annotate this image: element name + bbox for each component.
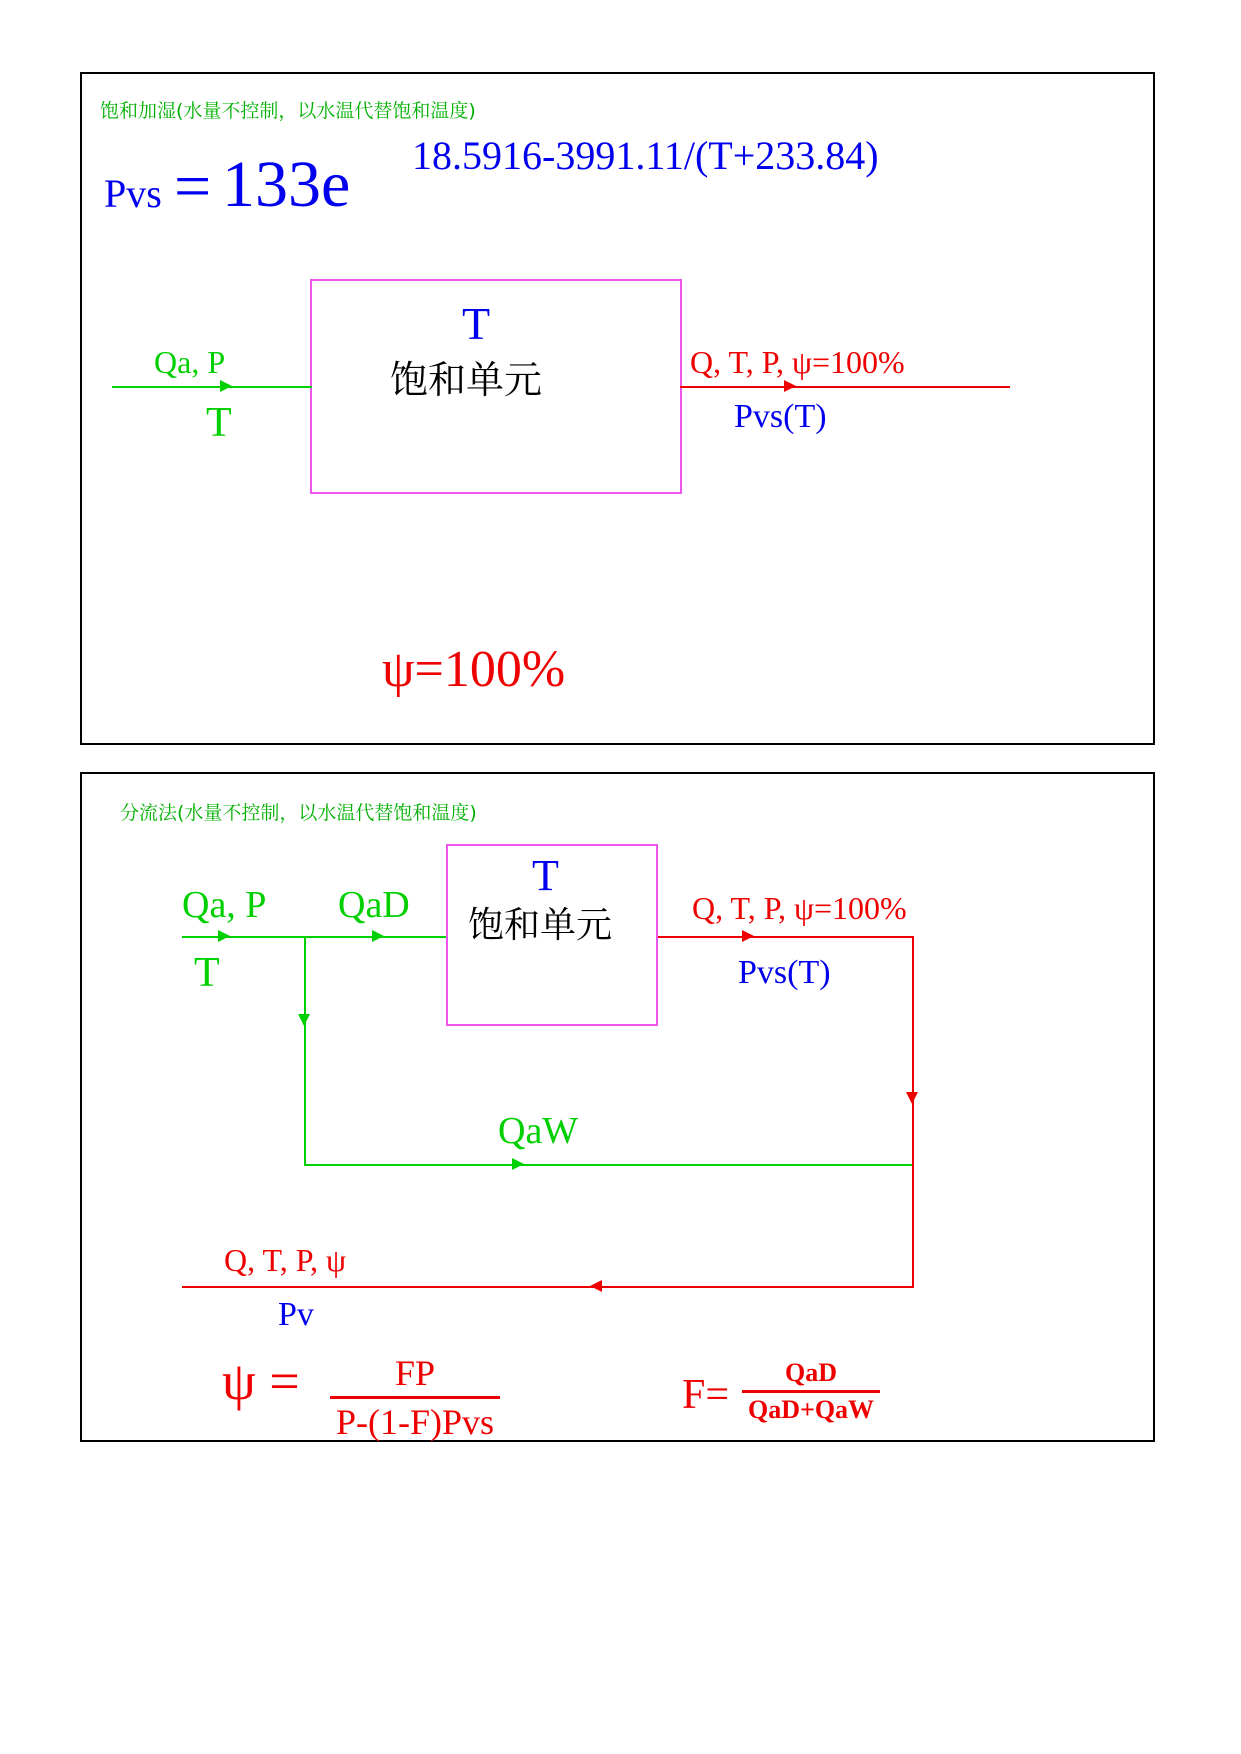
unit-symbol: T [532, 851, 559, 900]
mixed-outlet-arrow-icon [590, 1280, 602, 1292]
outlet-line [658, 936, 914, 938]
mixed-outlet-line [182, 1286, 914, 1288]
mixed-top-label: Q, T, P, ψ [224, 1242, 346, 1278]
outlet-top-label: Q, T, P, ψ=100% [690, 344, 905, 380]
saturation-note: ψ=100% [382, 641, 566, 698]
formula-exponent: 18.5916-3991.11/(T+233.84) [412, 133, 879, 178]
formula-equals: = [174, 150, 212, 223]
unit-label: 饱和单元 [468, 905, 613, 946]
dry-branch-arrow-icon [372, 930, 384, 942]
f-formula-fraction [742, 1358, 880, 1425]
mixing-riser-line [912, 936, 914, 1286]
inlet-line [112, 386, 312, 388]
dry-branch-label: QaD [338, 884, 410, 926]
f-formula-lhs: F= [682, 1372, 730, 1418]
inlet-arrow-icon [220, 380, 232, 392]
psi-denominator: P-(1-F)Pvs [330, 1396, 500, 1443]
mixed-bottom-label: Pv [278, 1296, 314, 1333]
saturation-unit-box [446, 844, 658, 1026]
panel-saturation-humidification [80, 72, 1155, 745]
saturation-unit-box [310, 279, 682, 494]
wet-branch-down-line [304, 936, 306, 1166]
wet-branch-arrow-icon [512, 1158, 524, 1170]
inlet-top-label: Qa, P [154, 344, 226, 380]
outlet-line [680, 386, 1010, 388]
inlet-top-label: Qa, P [182, 884, 267, 926]
psi-formula-fraction [330, 1352, 500, 1443]
f-denominator: QaD+QaW [742, 1390, 880, 1425]
wet-branch-down-arrow-icon [298, 1014, 310, 1026]
outlet-bottom-label: Pvs(T) [734, 398, 827, 435]
unit-label: 饱和单元 [390, 358, 543, 402]
outlet-bottom-label: Pvs(T) [738, 954, 831, 991]
outlet-top-label: Q, T, P, ψ=100% [692, 890, 907, 926]
formula-base: 133e [222, 148, 351, 221]
panel-split-flow-method [80, 772, 1155, 1442]
inlet-bottom-label: T [206, 400, 232, 446]
wet-branch-line [304, 1164, 912, 1166]
panel-caption: 饱和加湿(水量不控制，以水温代替饱和温度) [100, 100, 476, 122]
f-numerator: QaD [785, 1358, 838, 1387]
panel-caption: 分流法(水量不控制，以水温代替饱和温度) [120, 802, 477, 824]
inlet-arrow-icon [218, 930, 230, 942]
wet-branch-label: QaW [498, 1110, 579, 1152]
outlet-arrow-icon [784, 380, 796, 392]
outlet-arrow-icon [742, 930, 754, 942]
formula-lhs: Pvs [104, 171, 162, 216]
unit-symbol: T [462, 298, 491, 349]
psi-numerator: FP [394, 1353, 436, 1393]
mixing-riser-arrow-icon [906, 1092, 918, 1104]
psi-formula-lhs: ψ = [222, 1351, 300, 1411]
inlet-bottom-label: T [194, 950, 220, 996]
